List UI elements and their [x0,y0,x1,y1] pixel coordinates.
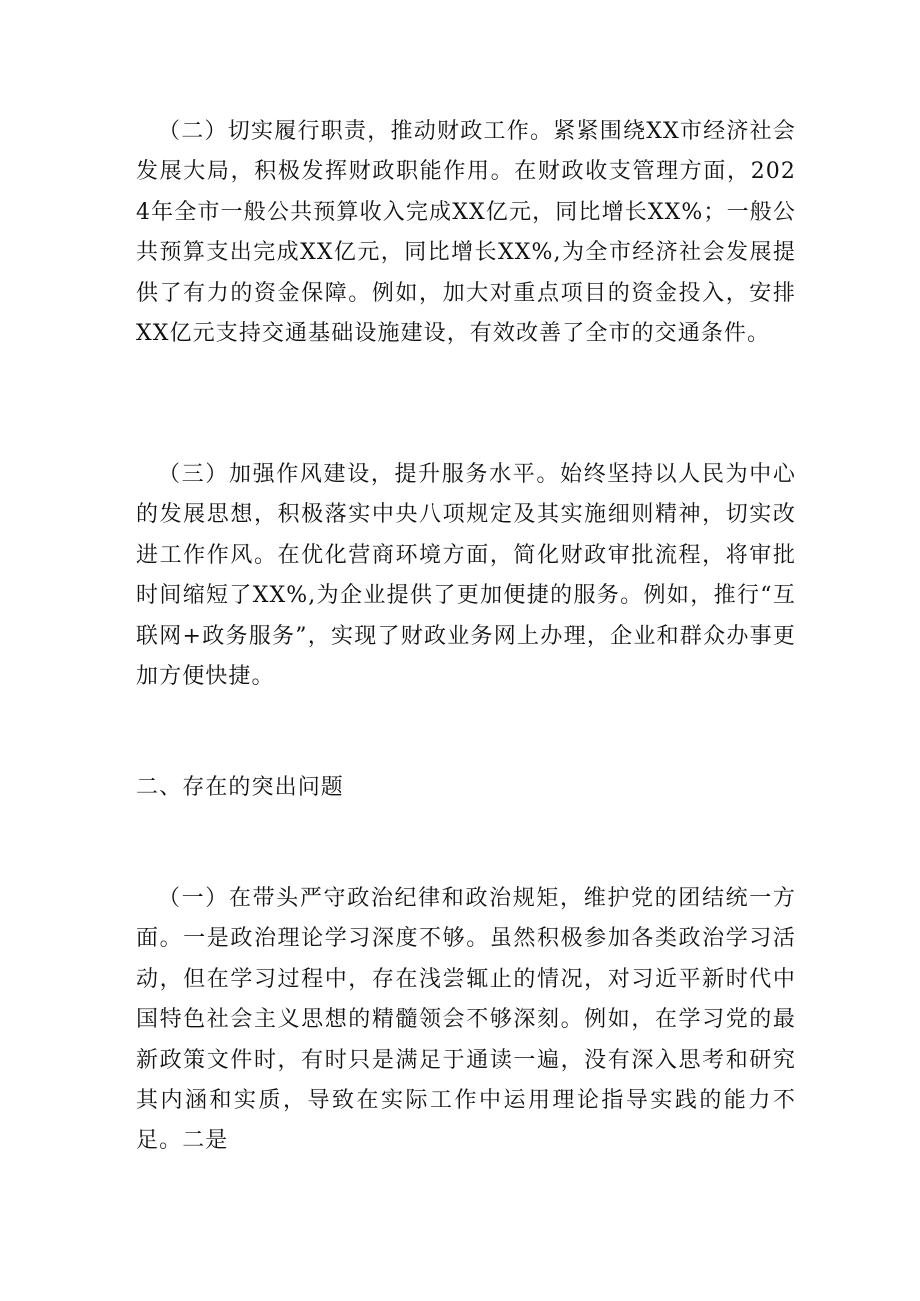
paragraph-fulfill-duties: （二）切实履行职责，推动财政工作。紧紧围绕XX市经济社会发展大局，积极发挥财政职能作用。在财政收支管理方面，2024年全市一般公共预算收入完成XX亿元，同比增长XX%；一般公共预算支出完成XX亿元，同比增长XX%,为全市经济社会发展提供了有力的资金保障。例如，加大对重点项目的资金投入，安排XX亿元支持交通基础设施建设，有效改善了全市的交通条件。 [136,119,796,347]
section-heading: 二、存在的突出问题 [136,775,344,800]
paragraph-work-style: （三）加强作风建设，提升服务水平。始终坚持以人民为中心的发展思想，积极落实中央八项规定及其实施细则精神，切实改进工作作风。在优化营商环境方面，简化财政审批流程，将审批时间缩短了XX%,为企业提供了更加便捷的服务。例如，推行“互联网+政务服务”，实现了财政业务网上办理，企业和群众办事更加方便快捷。 [136,462,796,690]
paragraph-political-discipline: （一）在带头严守政治纪律和政治规矩，维护党的团结统一方面。一是政治理论学习深度不够。虽然积极参加各类政治学习活动，但在学习过程中，存在浅尝辄止的情况，对习近平新时代中国特色社会主义思想的精髓领会不够深刻。例如，在学习党的最新政策文件时，有时只是满足于通读一遍，没有深入思考和研究其内涵和实质，导致在实际工作中运用理论指导实践的能力不足。二是 [136,886,796,1154]
